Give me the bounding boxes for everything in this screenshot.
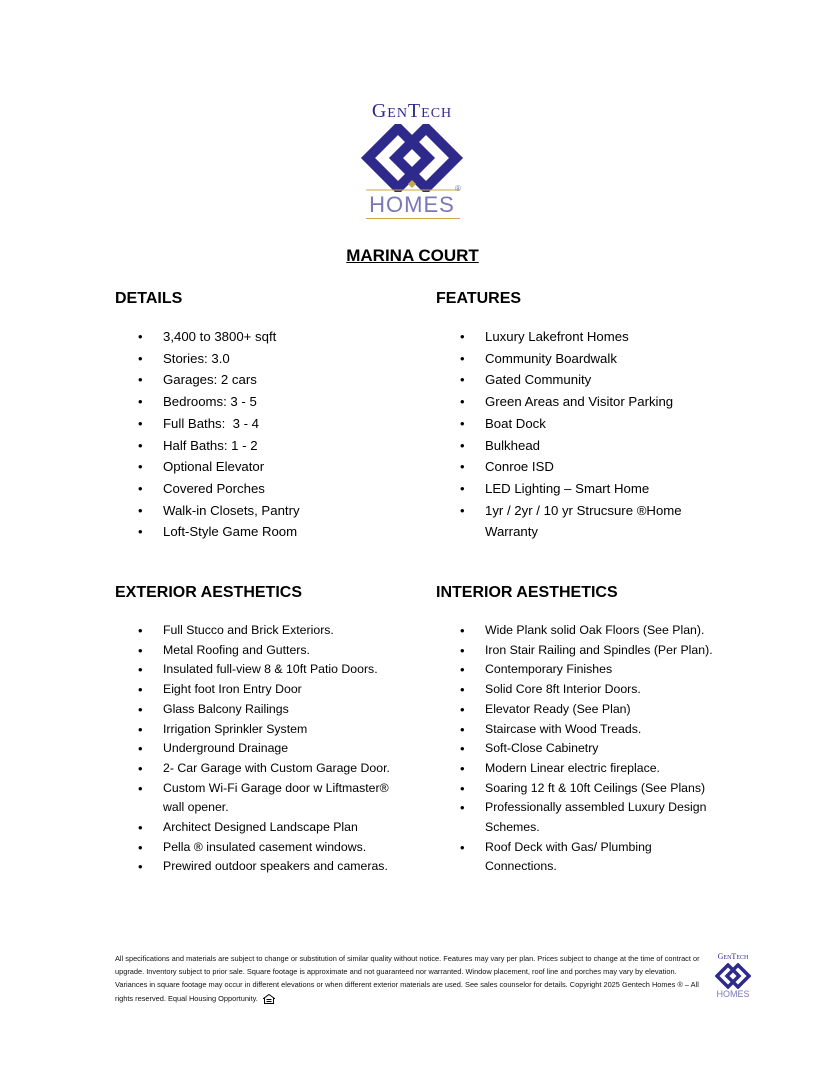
details-item: • Bedrooms: 3 - 5 xyxy=(115,391,415,413)
interior-item: • Wide Plank solid Oak Floors (See Plan). xyxy=(437,621,727,641)
features-item: • Bulkhead xyxy=(437,435,727,457)
interior-heading: INTERIOR AESTHETICS xyxy=(436,584,618,601)
exterior-item: • 2- Car Garage with Custom Garage Door. xyxy=(115,759,415,779)
features-item: • Conroe ISD xyxy=(437,456,727,478)
footer-logo-diamond-icon xyxy=(715,963,751,989)
details-list xyxy=(115,326,415,543)
features-item: • Green Areas and Visitor Parking xyxy=(437,391,727,413)
logo-homes-text: HOMES xyxy=(369,192,455,217)
details-item: • 3,400 to 3800+ sqft xyxy=(115,326,415,348)
features-item: • Community Boardwalk xyxy=(437,348,727,370)
interior-list xyxy=(437,621,727,877)
details-heading: DETAILS xyxy=(115,290,183,307)
exterior-heading: EXTERIOR AESTHETICS xyxy=(115,584,302,601)
logo-underline xyxy=(366,218,460,219)
interior-item: • Iron Stair Railing and Spindles (Per Plan). xyxy=(437,641,727,661)
footer-logo xyxy=(709,950,757,1006)
details-item: • Full Baths: 3 - 4 xyxy=(115,413,415,435)
exterior-item: • Custom Wi-Fi Garage door w Liftmaster® wall opener. xyxy=(115,779,398,818)
interior-item: • Modern Linear electric fireplace. xyxy=(437,759,727,779)
logo-diamond-icon xyxy=(356,124,468,192)
features-list xyxy=(437,326,727,543)
logo-registered-mark: ® xyxy=(455,184,461,193)
interior-item: • Elevator Ready (See Plan) xyxy=(437,700,727,720)
features-heading: FEATURES xyxy=(436,290,522,307)
features-item: • 1yr / 2yr / 10 yr Strucsure ®Home Warranty xyxy=(437,500,695,543)
interior-item: • Soft-Close Cabinetry xyxy=(437,739,727,759)
exterior-item: • Insulated full-view 8 & 10ft Patio Doors. xyxy=(115,660,415,680)
disclaimer-text: All specifications and materials are subject to change or substitution of similar quality without notice. Features may vary per plan. Prices subject to change at the time of contract or upgrade. Inventory subject to prior sale. Square footage is approximate and not guaranteed nor warranted. Window placement, roof line and porches may vary by elevation. Variances in square footage may occur in different elevations or when different exterior materials are used. See sales counselor for details. Copyright 2025 Gentech Homes ® – All rights reserved. Equal Housing Opportunity. xyxy=(115,954,700,1003)
details-item: • Half Baths: 1 - 2 xyxy=(115,435,415,457)
equal-housing-icon xyxy=(263,994,275,1004)
exterior-item: • Full Stucco and Brick Exteriors. xyxy=(115,621,415,641)
exterior-item: • Glass Balcony Railings xyxy=(115,700,415,720)
interior-item: • Roof Deck with Gas/ Plumbing Connections. xyxy=(437,838,695,877)
exterior-item: • Architect Designed Landscape Plan xyxy=(115,818,415,838)
interior-item: • Professionally assembled Luxury Design Schemes. xyxy=(437,798,720,837)
exterior-list xyxy=(115,621,415,877)
exterior-item: • Eight foot Iron Entry Door xyxy=(115,680,415,700)
details-item: • Stories: 3.0 xyxy=(115,348,415,370)
features-item: • LED Lighting – Smart Home xyxy=(437,478,727,500)
exterior-item: • Irrigation Sprinkler System xyxy=(115,720,415,740)
exterior-item: • Pella ® insulated casement windows. xyxy=(115,838,415,858)
details-item: • Optional Elevator xyxy=(115,456,415,478)
details-item: • Walk-in Closets, Pantry xyxy=(115,500,415,522)
page-title: MARINA COURT xyxy=(346,246,479,265)
interior-item: • Contemporary Finishes xyxy=(437,660,727,680)
features-item: • Luxury Lakefront Homes xyxy=(437,326,727,348)
interior-item: • Staircase with Wood Treads. xyxy=(437,720,727,740)
logo-gentech-text: GenTech xyxy=(371,100,453,122)
footer-disclaimer xyxy=(115,952,705,1005)
exterior-item: • Prewired outdoor speakers and cameras. xyxy=(115,857,415,877)
interior-item: • Soaring 12 ft & 10ft Ceilings (See Plans) xyxy=(437,779,727,799)
exterior-item: • Underground Drainage xyxy=(115,739,415,759)
details-item: • Covered Porches xyxy=(115,478,415,500)
details-item: • Garages: 2 cars xyxy=(115,369,415,391)
footer-logo-gentech-text: GenTech xyxy=(717,952,749,961)
details-item: • Loft-Style Game Room xyxy=(115,521,415,543)
footer-logo-homes-text: HOMES xyxy=(716,989,750,999)
features-item: • Gated Community xyxy=(437,369,727,391)
interior-item: • Solid Core 8ft Interior Doors. xyxy=(437,680,727,700)
gentech-homes-logo xyxy=(356,96,471,226)
exterior-item: • Metal Roofing and Gutters. xyxy=(115,641,415,661)
features-item: • Boat Dock xyxy=(437,413,727,435)
